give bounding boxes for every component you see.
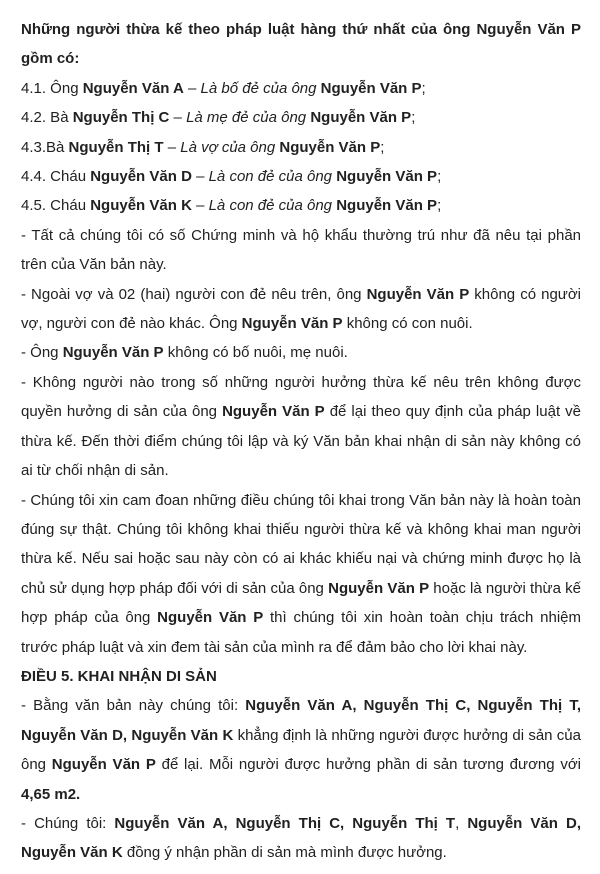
text-run: Nguyễn Thị T <box>68 138 164 156</box>
heir-item-4-3 <box>21 133 581 162</box>
para-no-adoptive-parents <box>21 338 581 367</box>
text-run: ĐIỀU 5. KHAI NHẬN DI SẢN <box>21 667 217 685</box>
text-run: ; <box>437 197 442 215</box>
text-run: - Ngoài vợ và 02 (hai) người con đẻ nêu trên, ông <box>21 285 367 303</box>
text-run: Nguyễn Văn P <box>328 579 430 597</box>
text-run: Nguyễn Văn P <box>336 197 438 215</box>
text-run: 4.4. Cháu <box>21 168 91 186</box>
text-run: Nguyễn Văn P <box>241 315 343 333</box>
text-run: Là con đẻ của ông <box>208 168 337 186</box>
text-run: - Ông <box>21 344 63 362</box>
text-run: Nguyễn Văn P <box>62 344 164 362</box>
text-run: khẳng định là những người được hưởng di sản của ông <box>21 726 581 774</box>
text-run: ; <box>411 109 416 127</box>
text-run: Nguyễn Văn P <box>366 285 470 303</box>
text-run: Nguyễn Văn P <box>310 109 412 127</box>
para-declaration <box>21 691 581 809</box>
heir-item-4-1 <box>21 74 581 103</box>
heir-item-4-4 <box>21 162 581 191</box>
para-no-other-family <box>21 280 581 339</box>
text-run: – <box>163 138 181 156</box>
text-run: - Chúng tôi xin cam đoan những điều chúng tôi khai trong Văn bản này là hoàn toàn đúng sự thật. Chúng tôi không khai thiếu người thừa kế và không khai man người thừa kế. Nếu sai hoặc sau này còn có ai khác khiếu nại và chứng minh được họ là chủ sử dụng hợp pháp đối với di sản của ông <box>21 491 581 597</box>
text-run: 4.3.Bà <box>21 138 69 156</box>
text-run: – <box>169 109 187 127</box>
para-commitment <box>21 486 581 662</box>
text-run: 4.1. Ông <box>21 79 83 97</box>
text-run: Là vợ của ông <box>180 138 280 156</box>
text-run: Là con đẻ của ông <box>208 197 337 215</box>
text-run: Nguyễn Văn P <box>222 403 325 421</box>
text-run: Nguyễn Văn D, Nguyễn Văn K <box>21 814 581 862</box>
text-run: Là mẹ đẻ của ông <box>186 109 311 127</box>
text-run: không có con nuôi. <box>342 315 473 333</box>
text-run: 4.2. Bà <box>21 109 73 127</box>
text-run: ; <box>437 168 442 186</box>
text-run: Nguyễn Văn P <box>157 609 264 627</box>
text-run: – <box>191 168 209 186</box>
text-run: Những người thừa kế theo pháp luật hàng thứ nhất của ông Nguyễn Văn P gồm có: <box>21 21 581 68</box>
text-run: Nguyễn Văn P <box>336 168 438 186</box>
text-run: 4.5. Cháu <box>21 197 91 215</box>
text-run: Nguyễn Văn K <box>90 197 192 215</box>
text-run: ; <box>380 138 385 156</box>
heading-article-5 <box>21 662 581 691</box>
para-id-residence <box>21 221 581 280</box>
text-run: thì chúng tôi xin hoàn toàn chịu trách nhiệm trước pháp luật và xin đem tài sản của mình ra để đảm bảo cho lời khai này. <box>21 609 581 656</box>
text-run: Nguyễn Văn A, Nguyễn Thị C, Nguyễn Thị T <box>114 814 456 832</box>
text-run: - Không người nào trong số những người hưởng thừa kế nêu trên không được quyền hưởng di sản của ông <box>21 373 581 421</box>
text-run: Nguyễn Văn A <box>82 79 184 97</box>
para-no-disqualified-heirs <box>21 368 581 486</box>
text-run: để lại theo quy định của pháp luật về thừa kế. Đến thời điểm chúng tôi lập và ký Văn bản khai nhận di sản này không có ai từ chối nhận di sản. <box>21 403 581 480</box>
text-run: ; <box>421 79 426 97</box>
document-body <box>21 15 581 868</box>
text-run: hoặc là người thừa kế hợp pháp của ông <box>21 579 581 627</box>
text-run: đồng ý nhận phần di sản mà mình được hưởng. <box>122 844 447 862</box>
text-run: Nguyễn Văn P <box>51 756 156 774</box>
text-run: Nguyễn Văn A, Nguyễn Thị C, Nguyễn Thị T, Nguyễn Văn D, Nguyễn Văn K <box>21 697 581 744</box>
text-run: để lại. Mỗi người được hưởng phần di sản tương đương với <box>155 756 582 774</box>
text-run: - Tất cả chúng tôi có số Chứng minh và hộ khẩu thường trú như đã nêu tại phần trên của Văn bản này. <box>21 226 581 274</box>
heir-item-4-5 <box>21 191 581 220</box>
text-run: - Bằng văn bản này chúng tôi: <box>21 697 246 715</box>
text-run: không có người vợ, người con đẻ nào khác. Ông <box>21 285 581 333</box>
text-run: 4,65 m2. <box>21 785 81 803</box>
para-acceptance <box>21 809 581 868</box>
text-run: không có bố nuôi, mẹ nuôi. <box>163 344 348 362</box>
text-run: Là bố đẻ của ông <box>200 79 321 97</box>
text-run: – <box>191 197 209 215</box>
text-run: Nguyễn Thị C <box>72 109 170 127</box>
text-run: – <box>183 79 201 97</box>
text-run: - Chúng tôi: <box>21 814 115 832</box>
text-run: , <box>455 814 468 832</box>
heir-item-4-2 <box>21 103 581 132</box>
text-run: Nguyễn Văn P <box>320 79 422 97</box>
heading-heirs-list <box>21 15 581 74</box>
text-run: Nguyễn Văn P <box>279 138 381 156</box>
text-run: Nguyễn Văn D <box>90 168 192 186</box>
